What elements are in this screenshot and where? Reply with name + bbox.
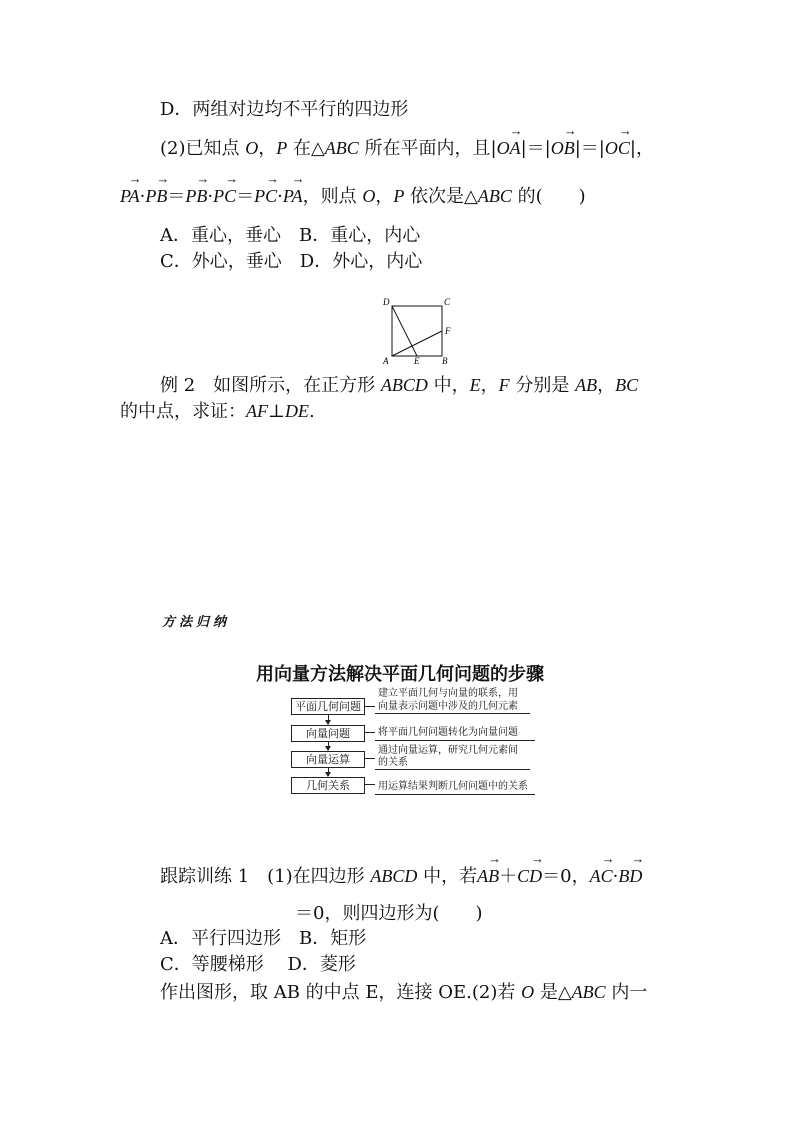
point-p: P bbox=[276, 138, 288, 158]
q2-text: 依次是△ bbox=[404, 186, 478, 207]
point-p: P bbox=[393, 186, 405, 206]
q2-text: |＝| bbox=[520, 138, 551, 159]
q2-text: |， bbox=[629, 138, 654, 159]
example-2-text: 的中点，求证： bbox=[120, 401, 246, 422]
method-title: 用向量方法解决平面几何问题的步骤 bbox=[256, 664, 544, 685]
vector-ac: → AC bbox=[590, 865, 613, 887]
flow-step-2: 向量问题 bbox=[291, 725, 365, 742]
dot-operator: · bbox=[207, 186, 214, 207]
triangle-abc: ABC bbox=[571, 982, 606, 1002]
example-2-text: ， bbox=[597, 375, 616, 396]
method-heading: 方法归纳 bbox=[162, 615, 231, 630]
underline-1 bbox=[375, 713, 530, 714]
exercise-options-row-1: A．平行四边形 B．矩形 bbox=[160, 928, 367, 949]
point-f: F bbox=[498, 375, 510, 395]
perpendicular-symbol: ⊥ bbox=[268, 401, 285, 422]
equals-sign: ＝ bbox=[236, 186, 255, 207]
point-o: O bbox=[362, 186, 376, 206]
exercise-text: ＝0， bbox=[542, 866, 590, 887]
vector-ob: → OB bbox=[551, 137, 575, 159]
flow-desc-4: 用运算结果判断几何问题中的关系 bbox=[378, 781, 528, 792]
square-abcd-figure bbox=[380, 296, 460, 366]
equals-sign: ＝ bbox=[167, 186, 186, 207]
quadrilateral-name: ABCD bbox=[370, 866, 418, 886]
flow-desc-1a: 建立平面几何与向量的联系，用 bbox=[378, 688, 518, 699]
q2-text: (2)已知点 bbox=[160, 138, 246, 159]
period: . bbox=[308, 401, 315, 422]
option-d-line bbox=[160, 99, 408, 121]
flow-arrow-2 bbox=[328, 741, 329, 750]
question-2-line-2 bbox=[120, 185, 586, 208]
plus-sign: ＋ bbox=[499, 866, 518, 887]
flow-desc-2: 将平面几何问题转化为向量问题 bbox=[378, 727, 518, 738]
underline-4 bbox=[375, 794, 535, 795]
exercise-text: 中，若 bbox=[417, 866, 478, 887]
segment-de bbox=[392, 306, 417, 356]
q2-options-row-2: C．外心，垂心 D．外心，内心 bbox=[160, 251, 423, 272]
point-e: E bbox=[469, 375, 481, 395]
square-name: ABCD bbox=[380, 375, 428, 395]
example-2-line-1 bbox=[160, 374, 638, 397]
label-a: A bbox=[383, 356, 389, 366]
label-c: C bbox=[444, 297, 451, 307]
flow-step-1: 平面几何问题 bbox=[291, 698, 365, 715]
connector-2 bbox=[365, 732, 375, 733]
exercise-line-1 bbox=[160, 865, 642, 888]
flow-step-3: 向量运算 bbox=[291, 751, 365, 768]
vector-pb: → PB bbox=[145, 185, 167, 207]
side-ab: AB bbox=[575, 375, 598, 395]
example-2-line-2 bbox=[120, 400, 315, 423]
example-2-text: ， bbox=[480, 375, 499, 396]
vector-pa: → PA bbox=[120, 185, 140, 207]
q2-text: 的( ) bbox=[511, 186, 586, 207]
q2-text: ，则点 bbox=[302, 186, 363, 207]
example-2-text: 分别是 bbox=[509, 375, 576, 396]
flow-desc-3a: 通过向量运算，研究几何元素间 bbox=[378, 745, 518, 756]
vector-pc: → PC bbox=[213, 185, 236, 207]
question-2-line-1 bbox=[160, 137, 654, 160]
underline-3 bbox=[375, 769, 530, 770]
flowchart bbox=[288, 688, 548, 798]
side-bc: BC bbox=[615, 375, 639, 395]
dot-operator: · bbox=[277, 186, 283, 207]
triangle-abc: ABC bbox=[324, 138, 359, 158]
flow-desc-1b: 向量表示问题中涉及的几何元素 bbox=[378, 701, 518, 712]
connector-3 bbox=[365, 758, 375, 759]
vector-ab: → AB bbox=[477, 865, 499, 887]
segment-af-label: AF bbox=[246, 401, 268, 421]
flow-arrow-1 bbox=[328, 714, 329, 724]
segment-de-label: DE bbox=[284, 401, 309, 421]
label-e: E bbox=[414, 356, 420, 366]
segment-af bbox=[392, 331, 442, 356]
example-2-label: 例 2 如图所示，在正方形 bbox=[160, 375, 381, 396]
q2-comma: ， bbox=[375, 186, 394, 207]
point-o: O bbox=[245, 138, 259, 158]
label-b: B bbox=[442, 356, 448, 366]
vector-cd: → CD bbox=[517, 865, 542, 887]
exercise-text: 是△ bbox=[534, 982, 572, 1003]
exercise-text: 内一 bbox=[605, 982, 648, 1003]
point-o: O bbox=[521, 982, 535, 1002]
option-d-text: D．两组对边均不平行的四边形 bbox=[160, 99, 409, 120]
vector-pc: → PC bbox=[254, 185, 277, 207]
triangle-abc: ABC bbox=[477, 186, 512, 206]
dot-operator: · bbox=[139, 186, 146, 207]
exercise-last-line bbox=[160, 981, 647, 1004]
label-f: F bbox=[445, 326, 451, 336]
flow-step-4: 几何关系 bbox=[291, 777, 365, 794]
square-outline bbox=[392, 306, 442, 356]
q2-text: 在△ bbox=[287, 138, 325, 159]
q2-comma: ， bbox=[258, 138, 277, 159]
flow-desc-3b: 的关系 bbox=[378, 757, 408, 768]
q2-text: |＝| bbox=[574, 138, 605, 159]
label-d: D bbox=[383, 297, 390, 307]
exercise-options-row-2: C．等腰梯形 D．菱形 bbox=[160, 954, 356, 975]
q2-text: 所在平面内，且| bbox=[358, 138, 497, 159]
vector-oc: → OC bbox=[605, 137, 630, 159]
example-2-text: 中， bbox=[427, 375, 470, 396]
flow-arrow-3 bbox=[328, 767, 329, 776]
vector-pb: → PB bbox=[185, 185, 207, 207]
exercise-line-2: ＝0，则四边形为( ) bbox=[295, 903, 483, 924]
vector-oa: → OA bbox=[497, 137, 521, 159]
underline-2 bbox=[375, 740, 535, 741]
connector-1 bbox=[365, 706, 375, 707]
vector-bd: → BD bbox=[618, 865, 642, 887]
exercise-label: 跟踪训练 1 (1)在四边形 bbox=[160, 866, 371, 887]
q2-options-row-1: A．重心，垂心 B．重心，内心 bbox=[160, 225, 421, 246]
exercise-text: 作出图形，取 AB 的中点 E，连接 OE.(2)若 bbox=[160, 982, 522, 1003]
vector-pa: → PA bbox=[283, 185, 303, 207]
connector-4 bbox=[365, 784, 375, 785]
dot-operator: · bbox=[612, 866, 619, 887]
